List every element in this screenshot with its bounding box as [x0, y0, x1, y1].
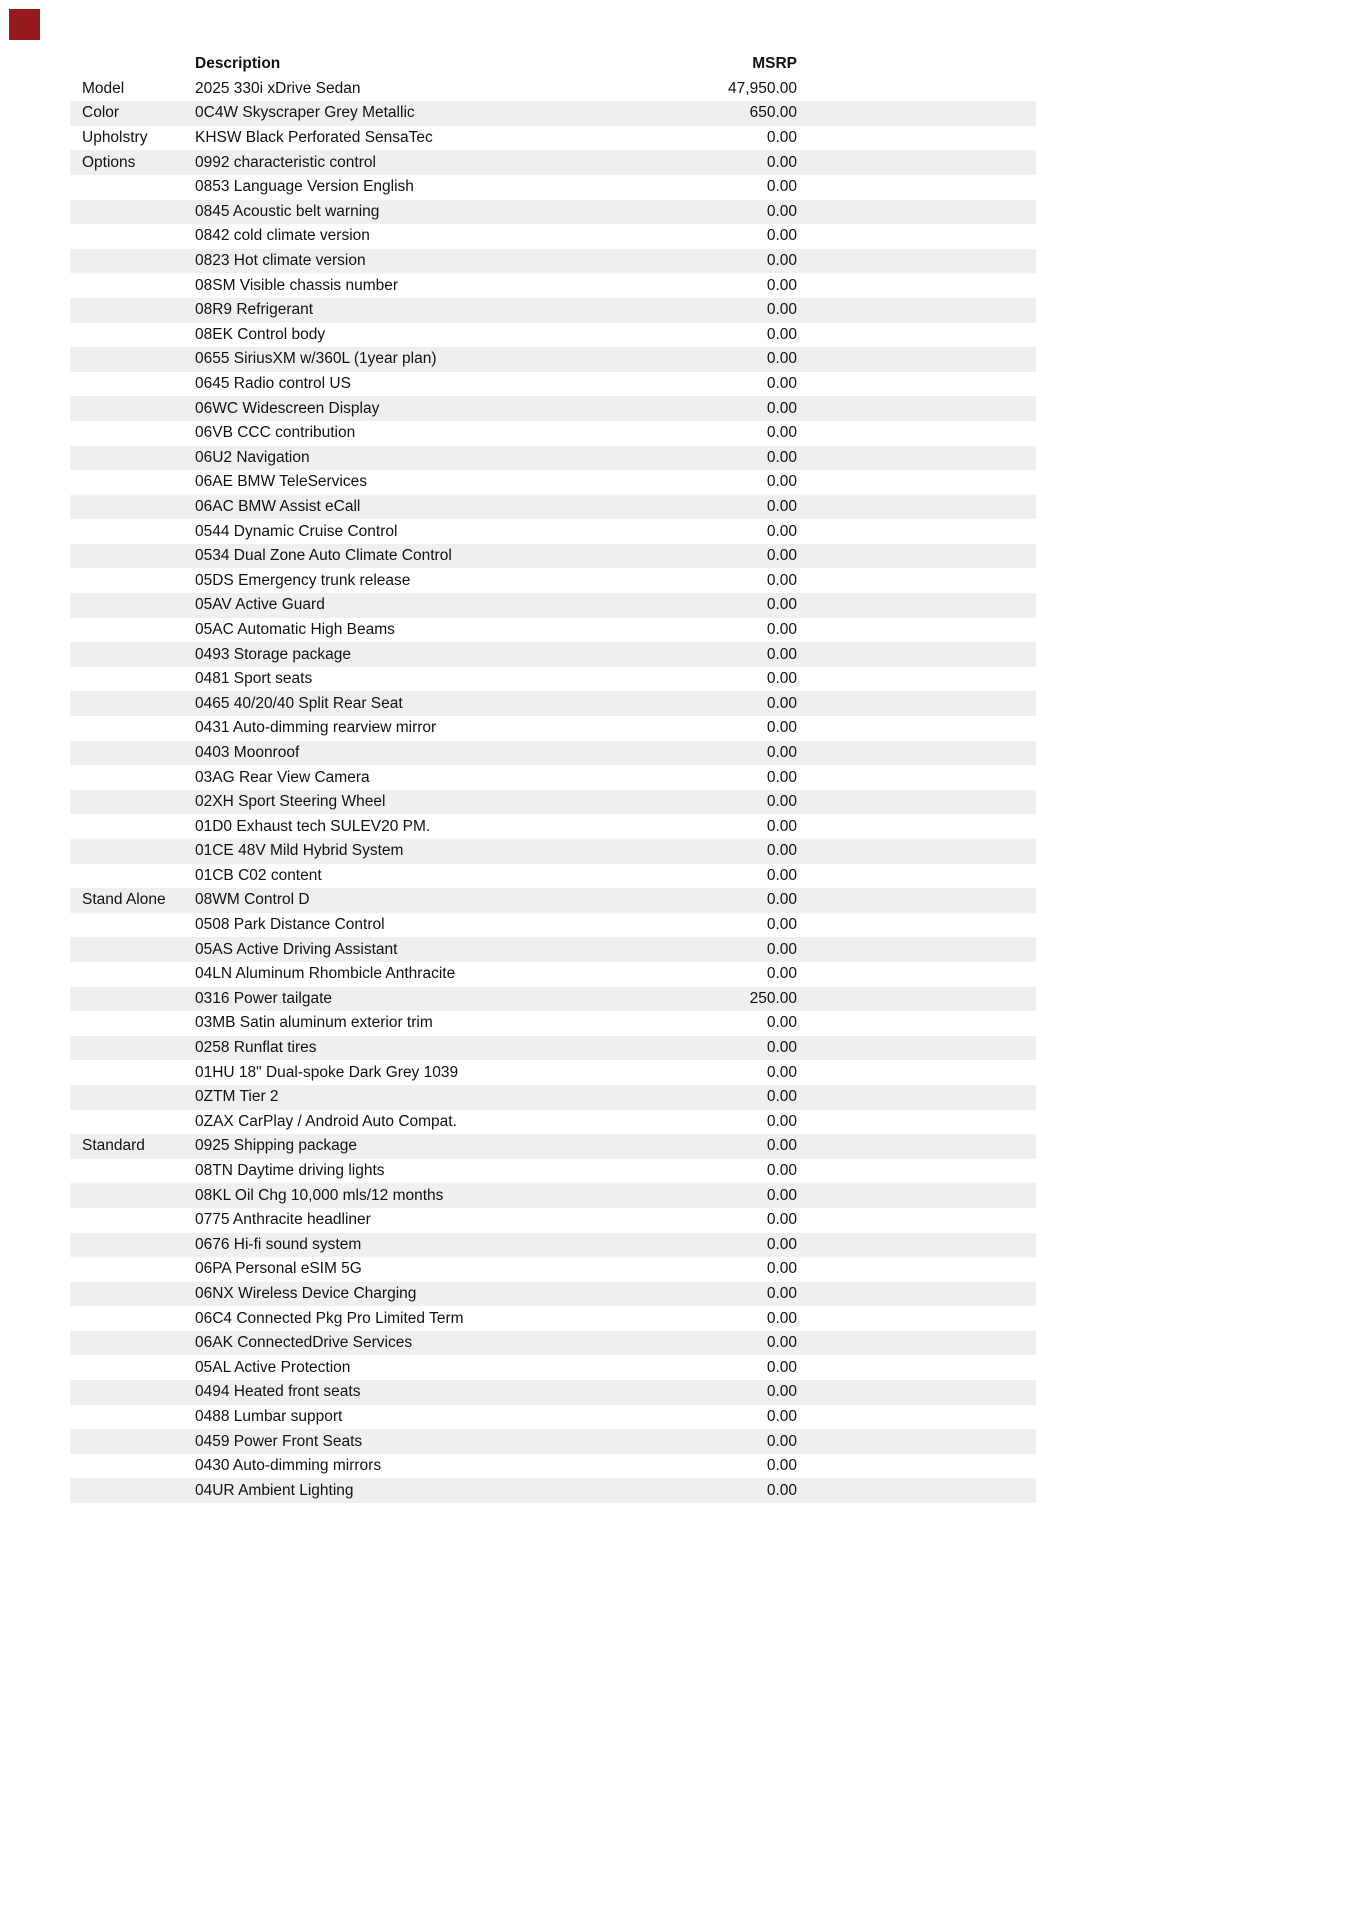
vehicle-options-table [70, 52, 1036, 1503]
description-column-header: Description [195, 55, 281, 73]
row-msrp: 0.00 [766, 375, 797, 393]
table-row [70, 1380, 1036, 1405]
row-msrp: 0.00 [766, 325, 797, 343]
row-description: 06WC Widescreen Display [195, 399, 380, 417]
table-row [70, 150, 1036, 175]
row-description: 06NX Wireless Device Charging [195, 1284, 417, 1302]
row-category: Stand Alone [82, 891, 166, 909]
row-msrp: 0.00 [766, 645, 797, 663]
table-row [70, 396, 1036, 421]
row-msrp: 0.00 [766, 1235, 797, 1253]
row-msrp: 650.00 [749, 104, 797, 122]
row-msrp: 0.00 [766, 670, 797, 688]
row-description: 2025 330i xDrive Sedan [195, 79, 361, 97]
table-row [70, 937, 1036, 962]
row-msrp: 0.00 [766, 1211, 797, 1229]
row-description: 0645 Radio control US [195, 375, 351, 393]
row-description: 05AV Active Guard [195, 596, 325, 614]
row-msrp: 47,950.00 [728, 79, 797, 97]
table-row [70, 1331, 1036, 1356]
row-description: 0655 SiriusXM w/360L (1year plan) [195, 350, 437, 368]
table-row [70, 77, 1036, 102]
table-row [70, 814, 1036, 839]
row-description: 0925 Shipping package [195, 1137, 358, 1155]
row-msrp: 0.00 [766, 252, 797, 270]
row-description: 08TN Daytime driving lights [195, 1162, 385, 1180]
table-header-row [70, 52, 1036, 77]
row-description: 08KL Oil Chg 10,000 mls/12 months [195, 1186, 444, 1204]
row-description: 0853 Language Version English [195, 178, 414, 196]
table-row [70, 1233, 1036, 1258]
row-msrp: 0.00 [766, 1457, 797, 1475]
table-row [70, 200, 1036, 225]
table-row [70, 741, 1036, 766]
row-description: 0258 Runflat tires [195, 1039, 317, 1057]
table-row [70, 1159, 1036, 1184]
row-msrp: 0.00 [766, 497, 797, 515]
row-msrp: 0.00 [766, 301, 797, 319]
row-description: 01CE 48V Mild Hybrid System [195, 842, 404, 860]
table-row [70, 126, 1036, 151]
row-description: 0459 Power Front Seats [195, 1432, 363, 1450]
row-category: Model [82, 79, 125, 97]
table-row [70, 323, 1036, 348]
table-row [70, 839, 1036, 864]
row-msrp: 0.00 [766, 793, 797, 811]
table-row [70, 519, 1036, 544]
table-row [70, 913, 1036, 938]
row-msrp: 0.00 [766, 178, 797, 196]
row-category: Upholstry [82, 129, 148, 147]
row-msrp: 0.00 [766, 153, 797, 171]
row-description: 02XH Sport Steering Wheel [195, 793, 386, 811]
row-description: 0845 Acoustic belt warning [195, 202, 380, 220]
row-description: 0481 Sport seats [195, 670, 313, 688]
row-description: 0ZTM Tier 2 [195, 1088, 279, 1106]
row-msrp: 0.00 [766, 694, 797, 712]
row-msrp: 0.00 [766, 1383, 797, 1401]
row-description: 0ZAX CarPlay / Android Auto Compat. [195, 1112, 457, 1130]
row-msrp: 0.00 [766, 1284, 797, 1302]
row-description: 0534 Dual Zone Auto Climate Control [195, 547, 452, 565]
table-row [70, 1183, 1036, 1208]
row-description: 01D0 Exhaust tech SULEV20 PM. [195, 817, 431, 835]
row-description: 05AC Automatic High Beams [195, 620, 395, 638]
table-row [70, 175, 1036, 200]
table-row [70, 1208, 1036, 1233]
row-msrp: 0.00 [766, 1063, 797, 1081]
row-description: 0431 Auto-dimming rearview mirror [195, 719, 437, 737]
table-row [70, 495, 1036, 520]
row-msrp: 0.00 [766, 227, 797, 245]
row-description: 06C4 Connected Pkg Pro Limited Term [195, 1309, 464, 1327]
row-description: 0403 Moonroof [195, 743, 300, 761]
row-msrp: 0.00 [766, 743, 797, 761]
row-description: 06PA Personal eSIM 5G [195, 1260, 362, 1278]
row-description: 03AG Rear View Camera [195, 768, 370, 786]
table-row [70, 1355, 1036, 1380]
row-msrp: 0.00 [766, 129, 797, 147]
table-row [70, 864, 1036, 889]
table-row [70, 1134, 1036, 1159]
table-row [70, 716, 1036, 741]
table-row [70, 667, 1036, 692]
row-msrp: 0.00 [766, 866, 797, 884]
row-msrp: 0.00 [766, 448, 797, 466]
table-row [70, 568, 1036, 593]
row-msrp: 250.00 [749, 989, 797, 1007]
row-description: 05DS Emergency trunk release [195, 571, 411, 589]
row-msrp: 0.00 [766, 424, 797, 442]
row-description: 0C4W Skyscraper Grey Metallic [195, 104, 415, 122]
table-row [70, 1036, 1036, 1061]
table-row [70, 765, 1036, 790]
row-description: 0488 Lumbar support [195, 1407, 343, 1425]
table-row [70, 618, 1036, 643]
row-description: 08SM Visible chassis number [195, 276, 399, 294]
row-msrp: 0.00 [766, 202, 797, 220]
table-row [70, 987, 1036, 1012]
row-msrp: 0.00 [766, 1309, 797, 1327]
table-row [70, 1478, 1036, 1503]
row-msrp: 0.00 [766, 522, 797, 540]
table-row [70, 691, 1036, 716]
msrp-column-header: MSRP [752, 55, 797, 73]
row-msrp: 0.00 [766, 1014, 797, 1032]
row-description: 06AK ConnectedDrive Services [195, 1334, 413, 1352]
table-row [70, 421, 1036, 446]
row-description: 08EK Control body [195, 325, 326, 343]
row-msrp: 0.00 [766, 940, 797, 958]
row-msrp: 0.00 [766, 399, 797, 417]
row-msrp: 0.00 [766, 1334, 797, 1352]
table-row [70, 1060, 1036, 1085]
row-description: 0992 characteristic control [195, 153, 376, 171]
table-row [70, 1011, 1036, 1036]
table-row [70, 249, 1036, 274]
row-description: 0316 Power tailgate [195, 989, 333, 1007]
table-row [70, 446, 1036, 471]
row-msrp: 0.00 [766, 1432, 797, 1450]
table-row [70, 1282, 1036, 1307]
row-description: 0493 Storage package [195, 645, 351, 663]
table-row [70, 1454, 1036, 1479]
row-msrp: 0.00 [766, 1112, 797, 1130]
table-row [70, 1429, 1036, 1454]
row-description: 08R9 Refrigerant [195, 301, 314, 319]
row-description: 0775 Anthracite headliner [195, 1211, 371, 1229]
row-msrp: 0.00 [766, 596, 797, 614]
row-msrp: 0.00 [766, 842, 797, 860]
row-description: 06AE BMW TeleServices [195, 473, 367, 491]
row-description: 0494 Heated front seats [195, 1383, 361, 1401]
row-msrp: 0.00 [766, 965, 797, 983]
row-description: 01CB C02 content [195, 866, 322, 884]
row-msrp: 0.00 [766, 891, 797, 909]
table-body [70, 77, 1036, 1503]
table-row [70, 347, 1036, 372]
row-msrp: 0.00 [766, 276, 797, 294]
table-row [70, 790, 1036, 815]
row-description: 06AC BMW Assist eCall [195, 497, 361, 515]
row-msrp: 0.00 [766, 571, 797, 589]
corner-red-mark [9, 9, 40, 40]
row-description: 03MB Satin aluminum exterior trim [195, 1014, 433, 1032]
row-description: 06U2 Navigation [195, 448, 310, 466]
row-description: 0465 40/20/40 Split Rear Seat [195, 694, 403, 712]
row-msrp: 0.00 [766, 1358, 797, 1376]
table-row [70, 642, 1036, 667]
row-msrp: 0.00 [766, 1137, 797, 1155]
row-msrp: 0.00 [766, 1039, 797, 1057]
row-description: 01HU 18" Dual-spoke Dark Grey 1039 [195, 1063, 459, 1081]
table-row [70, 593, 1036, 618]
row-msrp: 0.00 [766, 473, 797, 491]
table-row [70, 470, 1036, 495]
row-msrp: 0.00 [766, 719, 797, 737]
row-msrp: 0.00 [766, 1481, 797, 1499]
row-msrp: 0.00 [766, 1088, 797, 1106]
table-row [70, 224, 1036, 249]
row-description: KHSW Black Perforated SensaTec [195, 129, 433, 147]
row-description: 05AS Active Driving Assistant [195, 940, 398, 958]
table-row [70, 372, 1036, 397]
table-row [70, 1306, 1036, 1331]
table-row [70, 1085, 1036, 1110]
table-row [70, 962, 1036, 987]
table-row [70, 298, 1036, 323]
row-description: 05AL Active Protection [195, 1358, 351, 1376]
row-description: 0544 Dynamic Cruise Control [195, 522, 398, 540]
row-description: 0823 Hot climate version [195, 252, 366, 270]
row-description: 0842 cold climate version [195, 227, 370, 245]
row-category: Options [82, 153, 136, 171]
row-msrp: 0.00 [766, 1162, 797, 1180]
row-msrp: 0.00 [766, 1407, 797, 1425]
row-description: 0430 Auto-dimming mirrors [195, 1457, 382, 1475]
table-row [70, 544, 1036, 569]
table-row [70, 1405, 1036, 1430]
table-row [70, 101, 1036, 126]
row-description: 04LN Aluminum Rhombicle Anthracite [195, 965, 456, 983]
row-msrp: 0.00 [766, 1186, 797, 1204]
row-msrp: 0.00 [766, 350, 797, 368]
row-msrp: 0.00 [766, 768, 797, 786]
row-description: 06VB CCC contribution [195, 424, 356, 442]
row-category: Standard [82, 1137, 145, 1155]
row-msrp: 0.00 [766, 817, 797, 835]
row-msrp: 0.00 [766, 620, 797, 638]
table-row [70, 273, 1036, 298]
table-row [70, 1257, 1036, 1282]
table-row [70, 1110, 1036, 1135]
row-description: 0676 Hi-fi sound system [195, 1235, 362, 1253]
row-description: 08WM Control D [195, 891, 310, 909]
row-category: Color [82, 104, 120, 122]
row-msrp: 0.00 [766, 1260, 797, 1278]
row-msrp: 0.00 [766, 916, 797, 934]
row-description: 0508 Park Distance Control [195, 916, 385, 934]
row-msrp: 0.00 [766, 547, 797, 565]
row-description: 04UR Ambient Lighting [195, 1481, 354, 1499]
table-row [70, 888, 1036, 913]
